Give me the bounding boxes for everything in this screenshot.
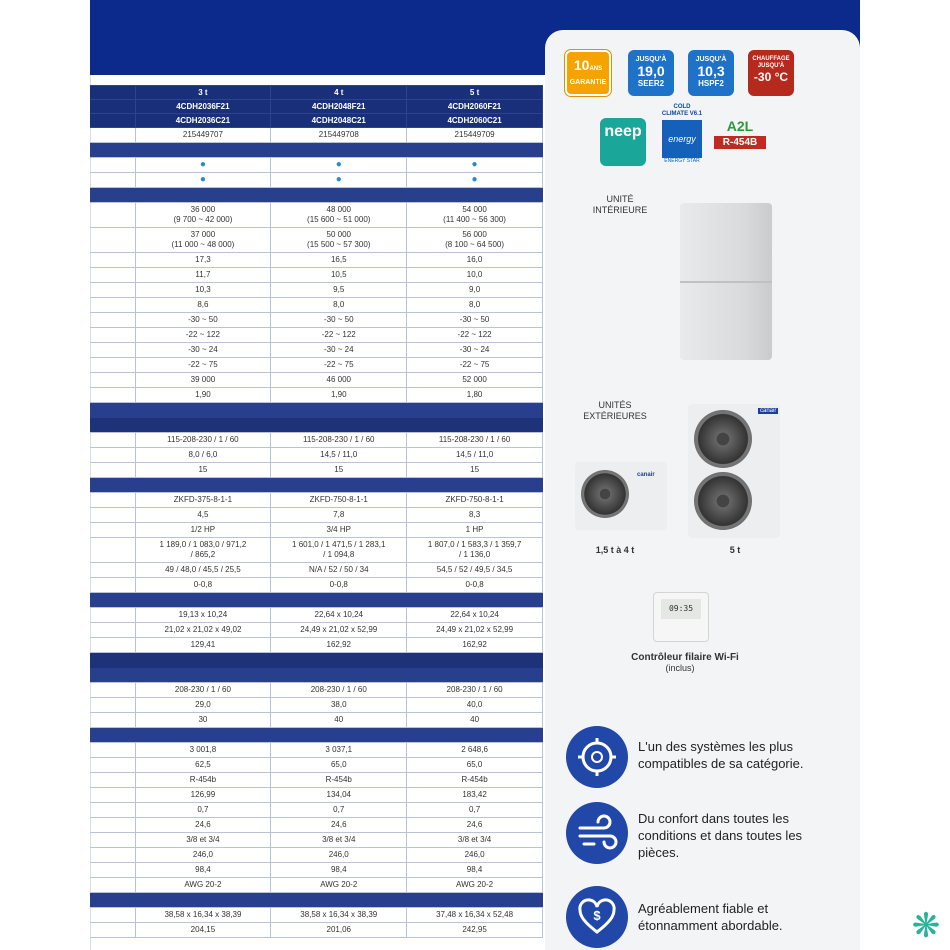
- table-row: 15 15 15: [90, 463, 543, 478]
- gear-icon: [566, 726, 628, 788]
- section-band: [90, 478, 543, 493]
- table-row: ZKFD-375-8-1-1 ZKFD-750-8-1-1 ZKFD-750-8-1-1: [90, 493, 543, 508]
- small-capacity-label: 1,5 t à 4 t: [595, 545, 635, 555]
- indoor-unit-label: UNITÉ INTÉRIEURE: [592, 194, 648, 215]
- feature-value: Agréablement fiable et étonnamment abordable.: [638, 901, 783, 933]
- table-row: 0-0,8 0-0,8 0-0,8: [90, 578, 543, 593]
- table-row: 0,7 0,7 0,7: [90, 803, 543, 818]
- table-row: [90, 158, 543, 173]
- table-row: 38,58 x 16,34 x 38,39 38,58 x 16,34 x 38,39 37,48 x 16,34 x 52,48: [90, 908, 543, 923]
- table-row: 3/8 et 3/4 3/8 et 3/4 3/8 et 3/4: [90, 833, 543, 848]
- table-row: 8,6 8,0 8,0: [90, 298, 543, 313]
- table-header-model-f: [90, 100, 543, 114]
- outdoor-unit-small-image: canair: [575, 462, 667, 530]
- energy-star-logo: COLD CLIMATE V6.1 energy ENERGY STAR: [661, 104, 703, 164]
- bullet-icon: ●: [271, 158, 407, 173]
- indoor-unit-image: [680, 203, 772, 360]
- bullet-icon: ●: [135, 158, 271, 173]
- table-row: 126,99 134,04 183,42: [90, 788, 543, 803]
- table-row: -22 ~ 75 -22 ~ 75 -22 ~ 75: [90, 358, 543, 373]
- model-c: 4CDH2036C21: [135, 114, 271, 128]
- table-row: 30 40 40: [90, 713, 543, 728]
- table-row: 4,5 7,8 8,3: [90, 508, 543, 523]
- bullet-icon: ●: [407, 158, 543, 173]
- table-row: 246,0 246,0 246,0: [90, 848, 543, 863]
- bullet-icon: ●: [135, 173, 271, 188]
- size-4t: 4 t: [271, 86, 407, 100]
- table-row: [90, 128, 543, 143]
- hspf2-badge: JUSQU'À 10,3 HSPF2: [688, 50, 734, 96]
- large-capacity-label: 5 t: [729, 545, 741, 555]
- controller-label: Contrôleur filaire Wi-Fi: [631, 652, 739, 663]
- product-code: 215449707: [135, 128, 271, 143]
- table-row: 204,15 201,06 242,95: [90, 923, 543, 938]
- table-row: 24,6 24,6 24,6: [90, 818, 543, 833]
- table-row: 62,5 65,0 65,0: [90, 758, 543, 773]
- table-row: 3 001,8 3 037,1 2 648,6: [90, 743, 543, 758]
- outdoor-units-label: UNITÉS EXTÉRIEURES: [583, 400, 647, 421]
- size-5t: 5 t: [407, 86, 543, 100]
- section-band: [90, 403, 543, 418]
- table-row: AWG 20-2 AWG 20-2 AWG 20-2: [90, 878, 543, 893]
- section-band: [90, 728, 543, 743]
- table-row: 19,13 x 10,24 22,64 x 10,24 22,64 x 10,24: [90, 608, 543, 623]
- feature-compatibility: L'un des systèmes les plus compatibles de sa catégorie.: [638, 739, 804, 771]
- table-header-sizes: [90, 86, 543, 100]
- table-row: 98,4 98,4 98,4: [90, 863, 543, 878]
- table-row: R-454b R-454b R-454b: [90, 773, 543, 788]
- feature-comfort: Du confort dans toutes les conditions et dans toutes les pièces.: [638, 811, 803, 860]
- section-band: [90, 893, 543, 908]
- svg-text:$: $: [593, 908, 601, 923]
- seer2-badge: JUSQU'À 19,0 SEER2: [628, 50, 674, 96]
- warranty-badge: 10ANS GARANTIE: [565, 50, 611, 96]
- table-row: 1,90 1,90 1,80: [90, 388, 543, 403]
- table-row: 29,0 38,0 40,0: [90, 698, 543, 713]
- table-row: 10,3 9,5 9,0: [90, 283, 543, 298]
- product-code: 215449709: [407, 128, 543, 143]
- section-band: [90, 143, 543, 158]
- wifi-controller-image: 09:35: [653, 592, 709, 642]
- section-band: [90, 653, 543, 668]
- bullet-icon: ●: [407, 173, 543, 188]
- table-row: 39 000 46 000 52 000: [90, 373, 543, 388]
- table-row: 1 189,0 / 1 083,0 / 971,2 / 865,2 1 601,0 / 1 471,5 / 1 283,1 / 1 094,8 1 807,0 / 1 583,3 / 1 359,7 / 1 136,0: [90, 538, 543, 563]
- section-band: [90, 593, 543, 608]
- spec-table: [90, 85, 543, 938]
- table-row: 115-208-230 / 1 / 60 115-208-230 / 1 / 60 115-208-230 / 1 / 60: [90, 433, 543, 448]
- table-row: 8,0 / 6,0 14,5 / 11,0 14,5 / 11,0: [90, 448, 543, 463]
- table-row: 17,3 16,5 16,0: [90, 253, 543, 268]
- model-f: 4CDH2036F21: [135, 100, 271, 114]
- size-3t: 3 t: [135, 86, 271, 100]
- table-row: 37 000 (11 000 ~ 48 000) 50 000 (15 500 ~ 57 300) 56 000 (8 100 ~ 64 500): [90, 228, 543, 253]
- heating-badge: CHAUFFAGE JUSQU'À -30 °C: [748, 50, 794, 96]
- table-row: -30 ~ 50 -30 ~ 50 -30 ~ 50: [90, 313, 543, 328]
- table-row: [90, 173, 543, 188]
- section-band: [90, 668, 543, 683]
- model-c: 4CDH2060C21: [407, 114, 543, 128]
- table-row: 21,02 x 21,02 x 49,02 24,49 x 21,02 x 52,99 24,49 x 21,02 x 52,99: [90, 623, 543, 638]
- table-row: 36 000 (9 700 ~ 42 000) 48 000 (15 600 ~ 51 000) 54 000 (11 400 ~ 56 300): [90, 203, 543, 228]
- heart-dollar-icon: [566, 886, 628, 948]
- bullet-icon: ●: [271, 173, 407, 188]
- table-row: -30 ~ 24 -30 ~ 24 -30 ~ 24: [90, 343, 543, 358]
- neep-logo: neep: [600, 118, 646, 166]
- table-row: -22 ~ 122 -22 ~ 122 -22 ~ 122: [90, 328, 543, 343]
- controller-included: (inclus): [665, 663, 695, 673]
- table-row: 1/2 HP 3/4 HP 1 HP: [90, 523, 543, 538]
- table-row: 208-230 / 1 / 60 208-230 / 1 / 60 208-230 / 1 / 60: [90, 683, 543, 698]
- model-f: 4CDH2048F21: [271, 100, 407, 114]
- table-header-model-c: [90, 114, 543, 128]
- table-row: 11,7 10,5 10,0: [90, 268, 543, 283]
- model-c: 4CDH2048C21: [271, 114, 407, 128]
- section-band: [90, 418, 543, 433]
- section-band: [90, 188, 543, 203]
- a2l-refrigerant-logo: A2L R-454B: [714, 110, 766, 166]
- table-row: 129,41 162,92 162,92: [90, 638, 543, 653]
- outdoor-unit-large-image: canair: [688, 404, 780, 538]
- table-row: 49 / 48,0 / 45,5 / 25,5 N/A / 52 / 50 / 34 54,5 / 52 / 49,5 / 34,5: [90, 563, 543, 578]
- snowflake-icon: ❋: [911, 907, 941, 945]
- model-f: 4CDH2060F21: [407, 100, 543, 114]
- wind-icon: [566, 802, 628, 864]
- product-code: 215449708: [271, 128, 407, 143]
